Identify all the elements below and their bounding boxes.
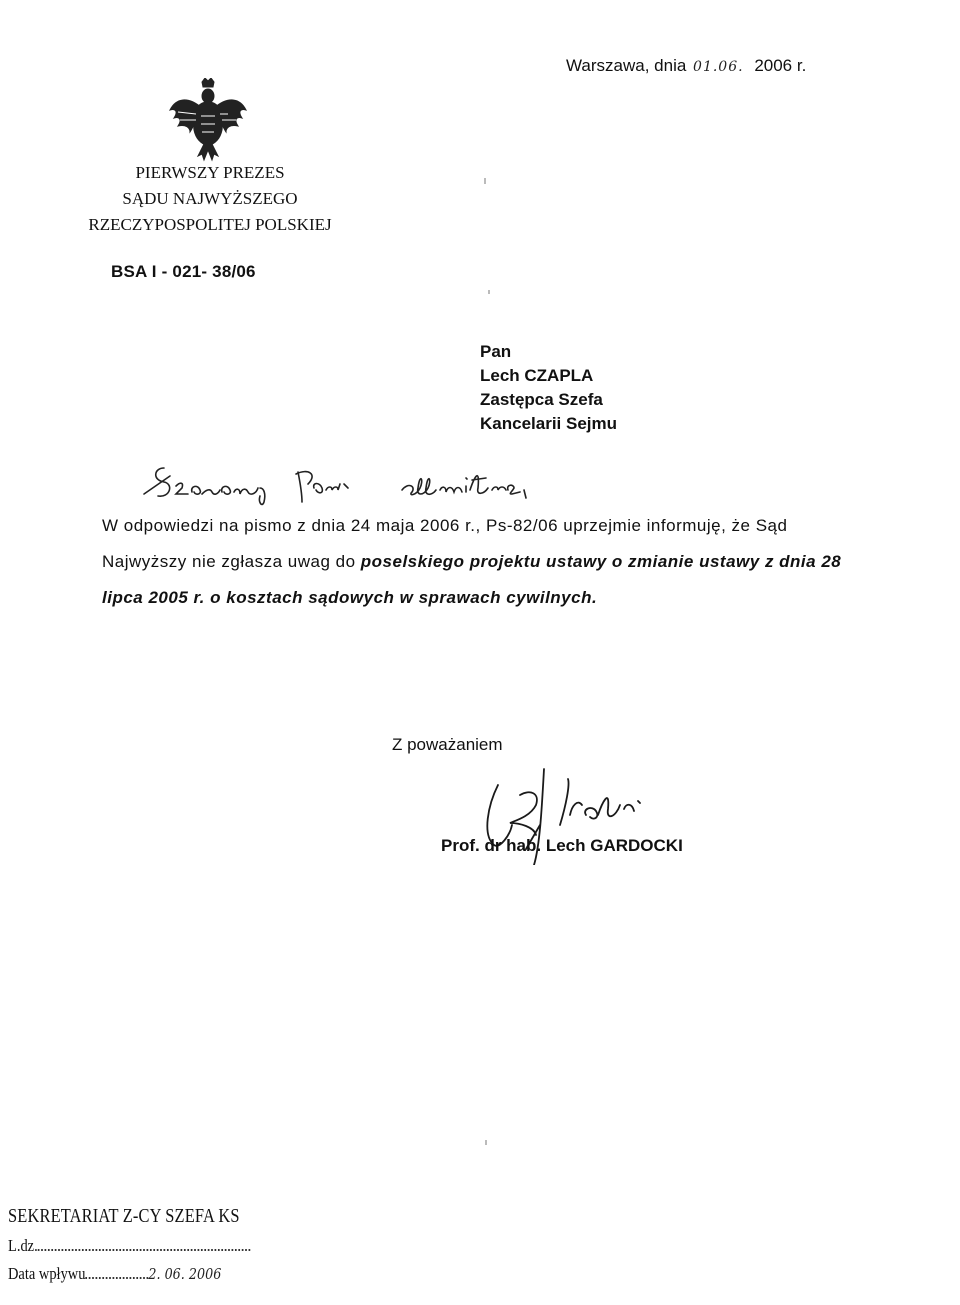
body-text-plain: W odpowiedzi na pismo z dnia 24 maja 2006 r., Ps-82/06 uprzejmie informuję, że Sąd Najwyższy nie zgłasza uwag do (102, 516, 788, 571)
addressee-line-3: Zastępca Szefa (480, 390, 603, 409)
court-header (40, 160, 380, 238)
court-header-line-2: SĄDU NAJWYŻSZEGO (122, 189, 298, 208)
scan-mark (485, 1140, 487, 1145)
received-stamp (8, 1205, 328, 1284)
handwritten-salutation (140, 458, 600, 508)
date-handwritten: 01.06. (693, 59, 744, 75)
stamp-date-value: 2. 06. 2006 (148, 1265, 222, 1283)
date-year: 2006 r. (754, 56, 807, 75)
scan-mark (488, 290, 490, 294)
stamp-date-dots (85, 1277, 148, 1279)
signatory-name: Prof. dr hab. Lech GARDOCKI (441, 836, 683, 855)
date-prefix: Warszawa, dnia (566, 56, 687, 75)
letter-body (48, 508, 848, 616)
polish-eagle-emblem-icon (168, 78, 248, 162)
stamp-date-row (8, 1264, 280, 1284)
body-paragraph (48, 508, 848, 616)
stamp-ldz-row (8, 1236, 280, 1256)
stamp-date-label: Data wpływu (8, 1264, 86, 1283)
court-header-line-1: PIERWSZY PREZES (135, 163, 285, 182)
addressee-line-1: Pan (480, 342, 512, 361)
closing-phrase: Z poważaniem (392, 735, 503, 754)
document-date (566, 56, 806, 76)
scan-mark (484, 178, 486, 184)
stamp-ldz-label: L.dz. (8, 1236, 38, 1255)
addressee-line-4: Kancelarii Sejmu (480, 414, 618, 433)
addressee-line-2: Lech CZAPLA (480, 366, 594, 385)
court-header-line-3: RZECZYPOSPOLITEJ POLSKIEJ (88, 215, 332, 234)
addressee-block (480, 340, 617, 436)
reference-number: BSA I - 021- 38/06 (111, 262, 256, 281)
stamp-ldz-dots (38, 1249, 251, 1251)
stamp-title: SEKRETARIAT Z-CY SZEFA KS (8, 1205, 240, 1227)
body-text-emphasis: poselskiego projektu ustawy o zmianie ustawy z dnia 28 lipca 2005 r. o kosztach sądowych w sprawach cywilnych. (102, 552, 842, 607)
